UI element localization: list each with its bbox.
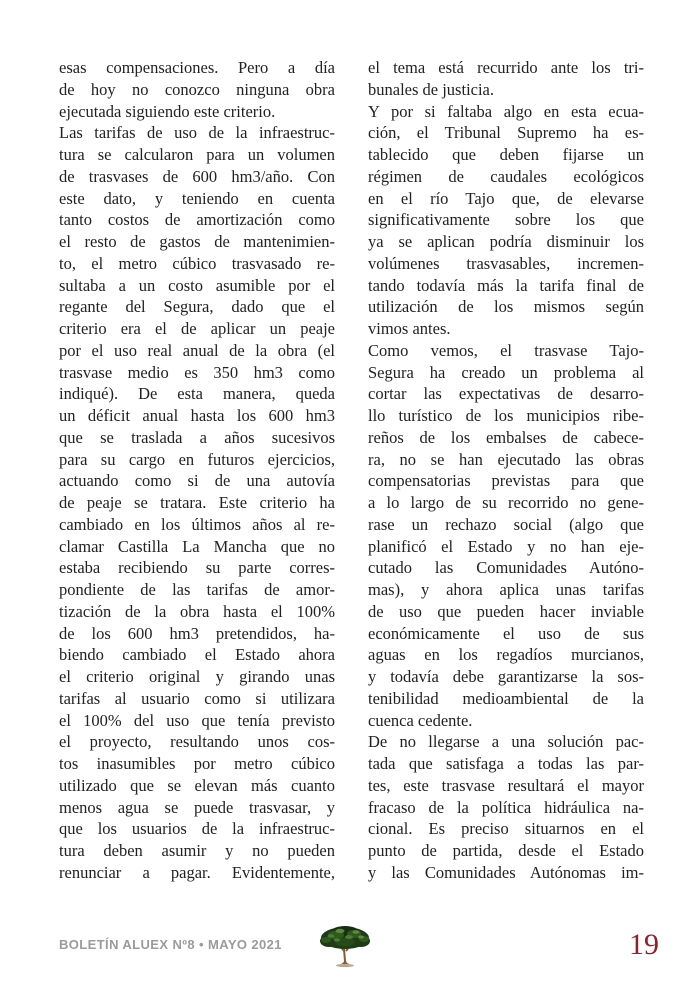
text-line: biendo cambiado el Estado ahora xyxy=(59,645,335,665)
text-line: que se traslada a años sucesivos xyxy=(59,427,335,447)
article-column-left xyxy=(59,57,335,884)
text-line: renunciar a pagar. Evidentemente, xyxy=(59,862,335,882)
text-line: tes, este trasvase resultará el mayor xyxy=(368,775,644,795)
text-line: De no llegarse a una solución pac- xyxy=(368,732,644,752)
text-line: cambiado en los últimos años al re- xyxy=(59,514,335,534)
text-line: de los 600 hm3 pretendidos, ha- xyxy=(59,623,335,643)
text-line: clamar Castilla La Mancha que no xyxy=(59,536,335,556)
text-line: mas), y ahora aplica unas tarifas xyxy=(368,580,644,599)
text-line: tanto costos de amortización como xyxy=(59,210,335,230)
text-line: el tema está recurrido ante los tri- xyxy=(368,58,644,77)
text-line: llo turístico de los municipios ribe- xyxy=(368,406,644,425)
text-line: cortar las expectativas de desarro- xyxy=(368,384,644,404)
text-line: Como vemos, el trasvase Tajo- xyxy=(368,340,644,360)
text-line: significativamente sobre los que xyxy=(368,210,644,230)
text-line: ción, el Tribunal Supremo ha es- xyxy=(368,123,644,143)
text-line: este dato, y teniendo en cuenta xyxy=(59,188,335,208)
text-line: cional. Es preciso situarnos en el xyxy=(368,819,644,839)
text-line: a lo largo de su recorrido no gene- xyxy=(368,493,644,512)
text-line: tada que satisfaga a todas las par- xyxy=(368,754,644,773)
text-line: que los usuarios de la infraestruc- xyxy=(59,819,335,839)
text-line: en el río Tajo que, de elevarse xyxy=(368,188,644,208)
text-line: tarifas al usuario como si utilizara xyxy=(59,688,335,708)
text-line: económicamente el uso de sus xyxy=(368,623,644,643)
text-line: ejecutada siguiendo este criterio. xyxy=(59,101,276,121)
text-line: sultaba a un costo asumible por el xyxy=(59,275,335,295)
text-line: un déficit anual hasta los 600 hm3 xyxy=(59,406,335,425)
text-line: para su cargo en futuros ejercicios, xyxy=(59,449,335,469)
text-line: fracaso de la política hidráulica na- xyxy=(368,797,644,817)
text-line: to, el metro cúbico trasvasado re- xyxy=(59,253,335,273)
text-line: rase un rechazo social (algo que xyxy=(368,514,644,534)
text-line: punto de partida, desde el Estado xyxy=(368,841,644,860)
text-line: indiqué). De esta manera, queda xyxy=(59,384,335,404)
text-line: trasvase medio es 350 hm3 como xyxy=(59,362,335,382)
text-line: pondiente de las tarifas de amor- xyxy=(59,580,335,599)
article-column-right xyxy=(368,57,644,884)
text-line: tura deben asumir y no pueden xyxy=(59,841,335,860)
text-line: actuando como si de una autovía xyxy=(59,471,335,491)
text-line: utilizado que se elevan más cuanto xyxy=(59,775,335,795)
text-line: tización de la obra hasta el 100% xyxy=(59,601,335,621)
text-line: criterio era el de aplicar un peaje xyxy=(59,319,335,338)
text-line: tos inasumibles por metro cúbico xyxy=(59,754,335,773)
text-line: tura se calcularon para un volumen xyxy=(59,145,335,164)
text-line: ra, no se han ejecutado las obras xyxy=(368,449,644,469)
footer xyxy=(0,920,700,980)
text-line: bunales de justicia. xyxy=(368,79,495,99)
text-line: reños de los embalses de cabece- xyxy=(368,427,644,447)
text-line: estaba recibiendo su parte corres- xyxy=(59,558,335,578)
text-line: de hoy no conozco ninguna obra xyxy=(59,79,335,99)
text-line: Segura ha creado un problema al xyxy=(368,362,644,382)
text-line: tablecido que deben fijarse un xyxy=(368,145,644,164)
text-line: tenibilidad medioambiental de la xyxy=(368,688,644,708)
text-line: Y por si faltaba algo en esta ecua- xyxy=(368,101,644,121)
text-line: volúmenes trasvasables, incremen- xyxy=(368,253,644,273)
text-line: el criterio original y girando unas xyxy=(59,667,335,686)
page-number: 19 xyxy=(629,928,659,961)
text-line: cuenca cedente. xyxy=(368,710,473,730)
footer-label: BOLETÍN ALUEX Nº8 • MAYO 2021 xyxy=(59,937,282,952)
text-line: esas compensaciones. Pero a día xyxy=(59,58,335,77)
text-line: tando todavía más la tarifa final de xyxy=(368,275,644,295)
text-line: utilización de los mismos según xyxy=(368,297,644,317)
text-line: el resto de gastos de mantenimien- xyxy=(59,232,335,251)
text-line: Las tarifas de uso de la infraestruc- xyxy=(59,123,335,143)
text-line: compensatorias previstas para que xyxy=(368,471,644,491)
text-line: ya se aplican podría disminuir los xyxy=(368,232,644,251)
text-line: menos agua se puede trasvasar, y xyxy=(59,797,335,817)
text-line: de trasvases de 600 hm3/año. Con xyxy=(59,166,335,186)
article xyxy=(59,57,644,884)
text-line: por el uso real anual de la obra (el xyxy=(59,340,335,360)
text-line: regante del Segura, dado que el xyxy=(59,297,335,317)
text-line: aguas en los regadíos murcianos, xyxy=(368,645,644,665)
text-line: cutado las Comunidades Autóno- xyxy=(368,558,644,578)
text-line: el proyecto, resultando unos cos- xyxy=(59,732,335,752)
text-line: el 100% del uso que tenía previsto xyxy=(59,710,335,730)
text-line: vimos antes. xyxy=(368,319,451,338)
text-line: de peaje se tratara. Este criterio ha xyxy=(59,493,335,512)
text-line: y todavía debe garantizarse la sos- xyxy=(368,667,644,686)
text-line: régimen de caudales ecológicos xyxy=(368,166,644,186)
text-line: de uso que pueden hacer inviable xyxy=(368,601,644,621)
text-line: planificó el Estado y no han eje- xyxy=(368,536,644,556)
text-line: y las Comunidades Autónomas im- xyxy=(368,862,644,882)
tree-logo-icon xyxy=(316,923,374,973)
